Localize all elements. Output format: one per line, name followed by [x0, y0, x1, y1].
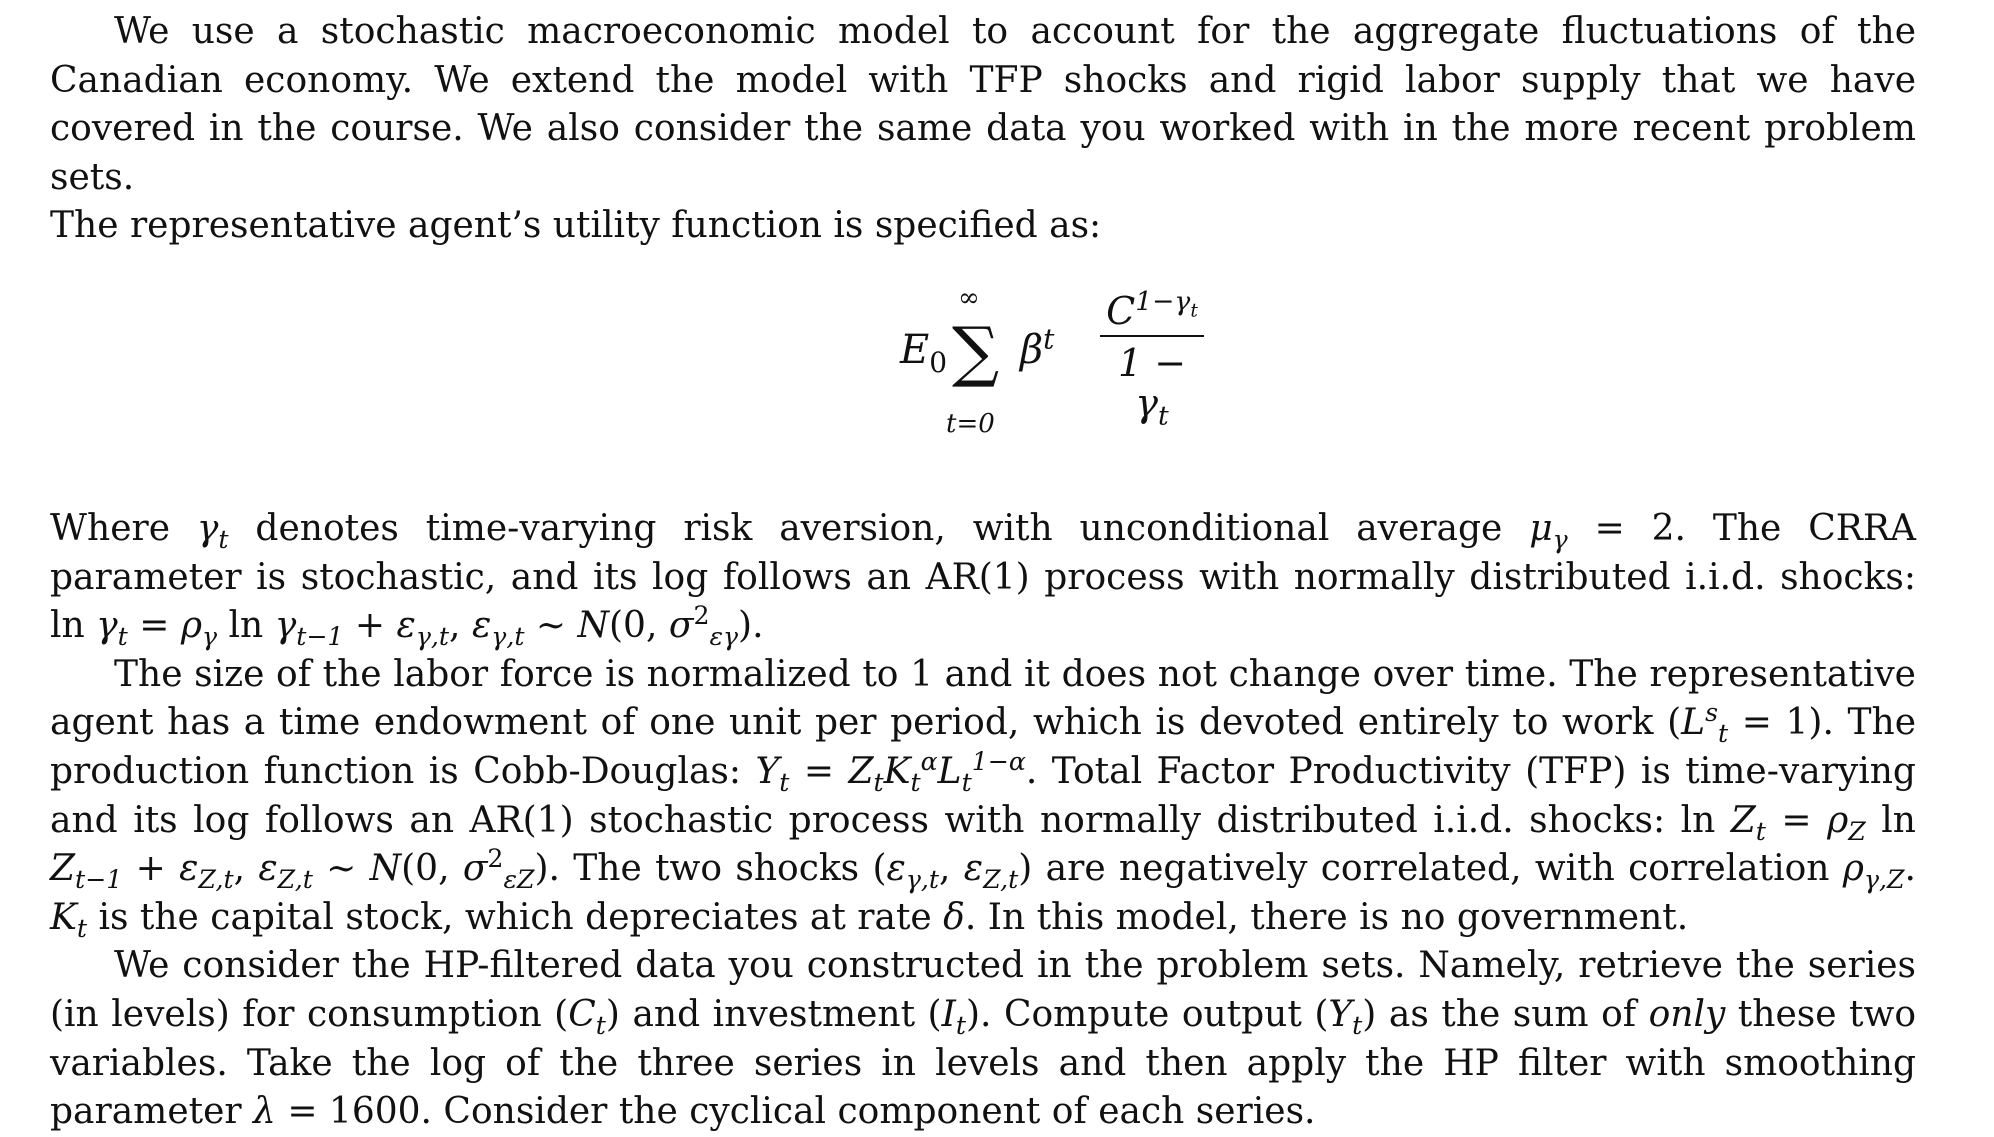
summation-symbol: ∑	[952, 312, 1000, 390]
labor-production-paragraph: The size of the labor force is normalized to 1 and it does not change over time. The representative agent has a time endowment of one unit per period, which is devoted entirely to work $(L^s_t = 1)$. The production function is Cobb-Douglas: $Y_t = Z_tK_t^\alpha L_t^{1-\alpha}$. Total Factor Productivity (TFP) is time-varying and its log follows an AR(1) stochastic process with normally distributed i.i.d. shocks: $\ln Z_t = \rho_Z$ $\ln Z_{t-1} + \varepsilon_{Z,t}$, $\varepsilon_{Z,t}$ ∼ N(0, $\sigma^2_{\varepsilon Z}$). The two shocks ($\varepsilon_{\gamma,t}$, $\varepsilon_{Z,t}$) are negatively correlated, with correlation $\rho_{\gamma,Z}$. $K_t$ is the capital stock, which depreciates at rate δ. In this model, there is no government.	[50, 653, 1916, 943]
utility-intro-text: The representative agent’s utility function is specified as:	[50, 205, 1102, 247]
utility-intro	[50, 202, 1916, 251]
crra-fraction	[1100, 286, 1204, 432]
intro-paragraph	[50, 8, 1916, 202]
fraction-denominator: $1 - \gamma_t$	[1117, 340, 1187, 432]
sum-lower-limit: t=0	[946, 408, 995, 439]
utility-equation	[50, 277, 1916, 477]
expectation-operator: $E_0$	[900, 326, 948, 379]
data-paragraph: We consider the HP-filtered data you constructed in the problem sets. Namely, retrieve the series (in levels) for consumption $(C_t)$ and investment $(I_t)$. Compute output $(Y_t)$ as the sum of only these two variables. Take the log of the three series in levels and then apply the HP filter with smoothing parameter λ = 1600. Consider the cyclical component of each series.	[50, 945, 1917, 1133]
risk-aversion-paragraph: Where $\gamma_t$ denotes time-varying risk aversion, with unconditional average $\mu_\gamma = 2$. The CRRA parameter is stochastic, and its log follows an AR(1) process with normally distributed i.i.d. shocks: $\ln \gamma_t = \rho_\gamma$ $\ln \gamma_{t-1} + \varepsilon_{\gamma,t}$, $\varepsilon_{\gamma,t}$ ∼ N(0, $\sigma^2_{\varepsilon\gamma}$).	[50, 507, 1917, 652]
emphasis-only: only	[1648, 993, 1726, 1035]
fraction-numerator: $C^{1-\gamma_t}$	[1106, 286, 1198, 333]
fraction-bar	[1100, 335, 1204, 337]
sum-upper-limit: ∞	[958, 282, 980, 313]
discount-factor: $\beta^t$	[1020, 322, 1055, 373]
intro-text: We use a stochastic macroeconomic model to account for the aggregate fluctuations of the Canadian economy. We extend the model with TFP shocks and rigid labor supply that we have covered in the course. We also consider the same data you worked with in the more recent problem sets.	[50, 11, 1916, 198]
